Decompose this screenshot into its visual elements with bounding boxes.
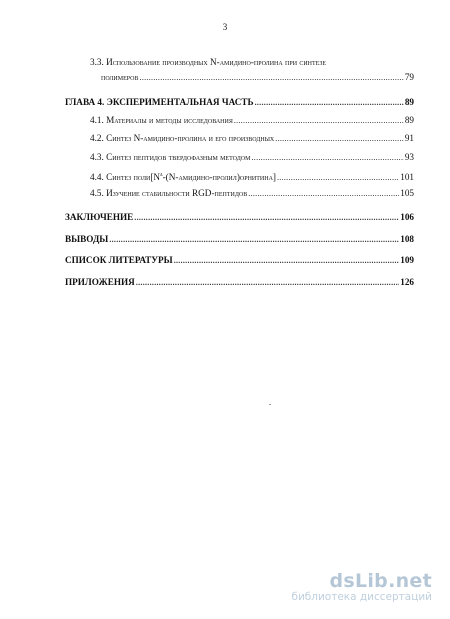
toc-entry-title: ВЫВОДЫ — [65, 234, 109, 244]
toc-entry-chapter-4 — [65, 96, 414, 108]
toc-entry-conclusion — [65, 211, 414, 223]
dot-leader — [136, 277, 399, 289]
toc-entry-page: 126 — [400, 277, 414, 287]
toc-entry-4-2 — [90, 132, 414, 144]
toc-entry-title: СПИСОК ЛИТЕРАТУРЫ — [65, 255, 173, 265]
toc-entry-page: 89 — [404, 97, 414, 107]
dot-leader — [248, 188, 399, 200]
toc-entry-title: 4.1. Материалы и методы исследования — [90, 115, 233, 125]
toc-entry-4-5 — [90, 187, 414, 199]
toc-entry-3-3 — [101, 71, 414, 83]
dot-leader — [174, 255, 400, 267]
toc-entry-page: 93 — [404, 152, 414, 162]
dot-leader — [251, 152, 403, 164]
toc-entry-title: ГЛАВА 4. ЭКСПЕРИМЕНТАЛЬНАЯ ЧАСТЬ — [65, 97, 254, 107]
toc-entry-page: 101 — [400, 172, 414, 183]
toc-entry-title: ПРИЛОЖЕНИЯ — [65, 277, 135, 287]
dot-leader — [234, 115, 404, 127]
toc-entry-page: 89 — [404, 115, 414, 125]
toc-entry-title: полимеров — [101, 72, 139, 82]
dot-leader — [134, 212, 399, 224]
toc-entry-page: 108 — [400, 234, 414, 244]
watermark — [291, 570, 432, 603]
toc-entry-title: 4.2. Синтез N-амидино-пролина и его производных — [90, 133, 275, 143]
toc-entry-page: 109 — [400, 255, 414, 265]
toc-entry-title-post: -(N-амидино-пролил)орнитина] — [162, 172, 276, 183]
toc-entry-appendices — [65, 276, 414, 288]
toc-entry-title-pre: 4.4. Синтез поли[N — [90, 172, 161, 183]
watermark-logo: dsLib.net — [329, 570, 432, 592]
dot-leader — [275, 133, 404, 145]
toc-entry-page: 79 — [404, 72, 414, 82]
toc-entry-page: 106 — [400, 212, 414, 222]
toc-entry-4-3 — [90, 151, 414, 163]
toc-entry-page: 91 — [404, 133, 414, 143]
page-number: 3 — [222, 22, 228, 32]
dot-leader — [255, 97, 404, 109]
toc-entry-3-3-line1: 3.3. Использование производных N-амидино-пролина при синтезе — [90, 57, 327, 67]
toc-entry-4-1 — [90, 114, 414, 126]
toc-entry-title: 4.5. Изучение стабильности RGD-пептидов — [90, 188, 248, 198]
delta-superscript: δ — [160, 172, 163, 178]
dot-leader — [140, 72, 404, 84]
toc-entry-references — [65, 254, 414, 266]
scan-speck — [269, 404, 271, 405]
toc-entry-title — [90, 169, 276, 183]
toc-entry-findings — [65, 233, 414, 245]
toc-entry-page: 105 — [400, 188, 414, 198]
dot-leader — [277, 172, 399, 184]
dot-leader — [109, 234, 399, 246]
toc-entry-title: ЗАКЛЮЧЕНИЕ — [65, 212, 134, 222]
toc-entry-4-4 — [90, 169, 414, 181]
watermark-subtitle: библиотека диссертаций — [291, 591, 432, 603]
toc-entry-title: 4.3. Синтез пептидов твердофазным методом — [90, 152, 251, 162]
